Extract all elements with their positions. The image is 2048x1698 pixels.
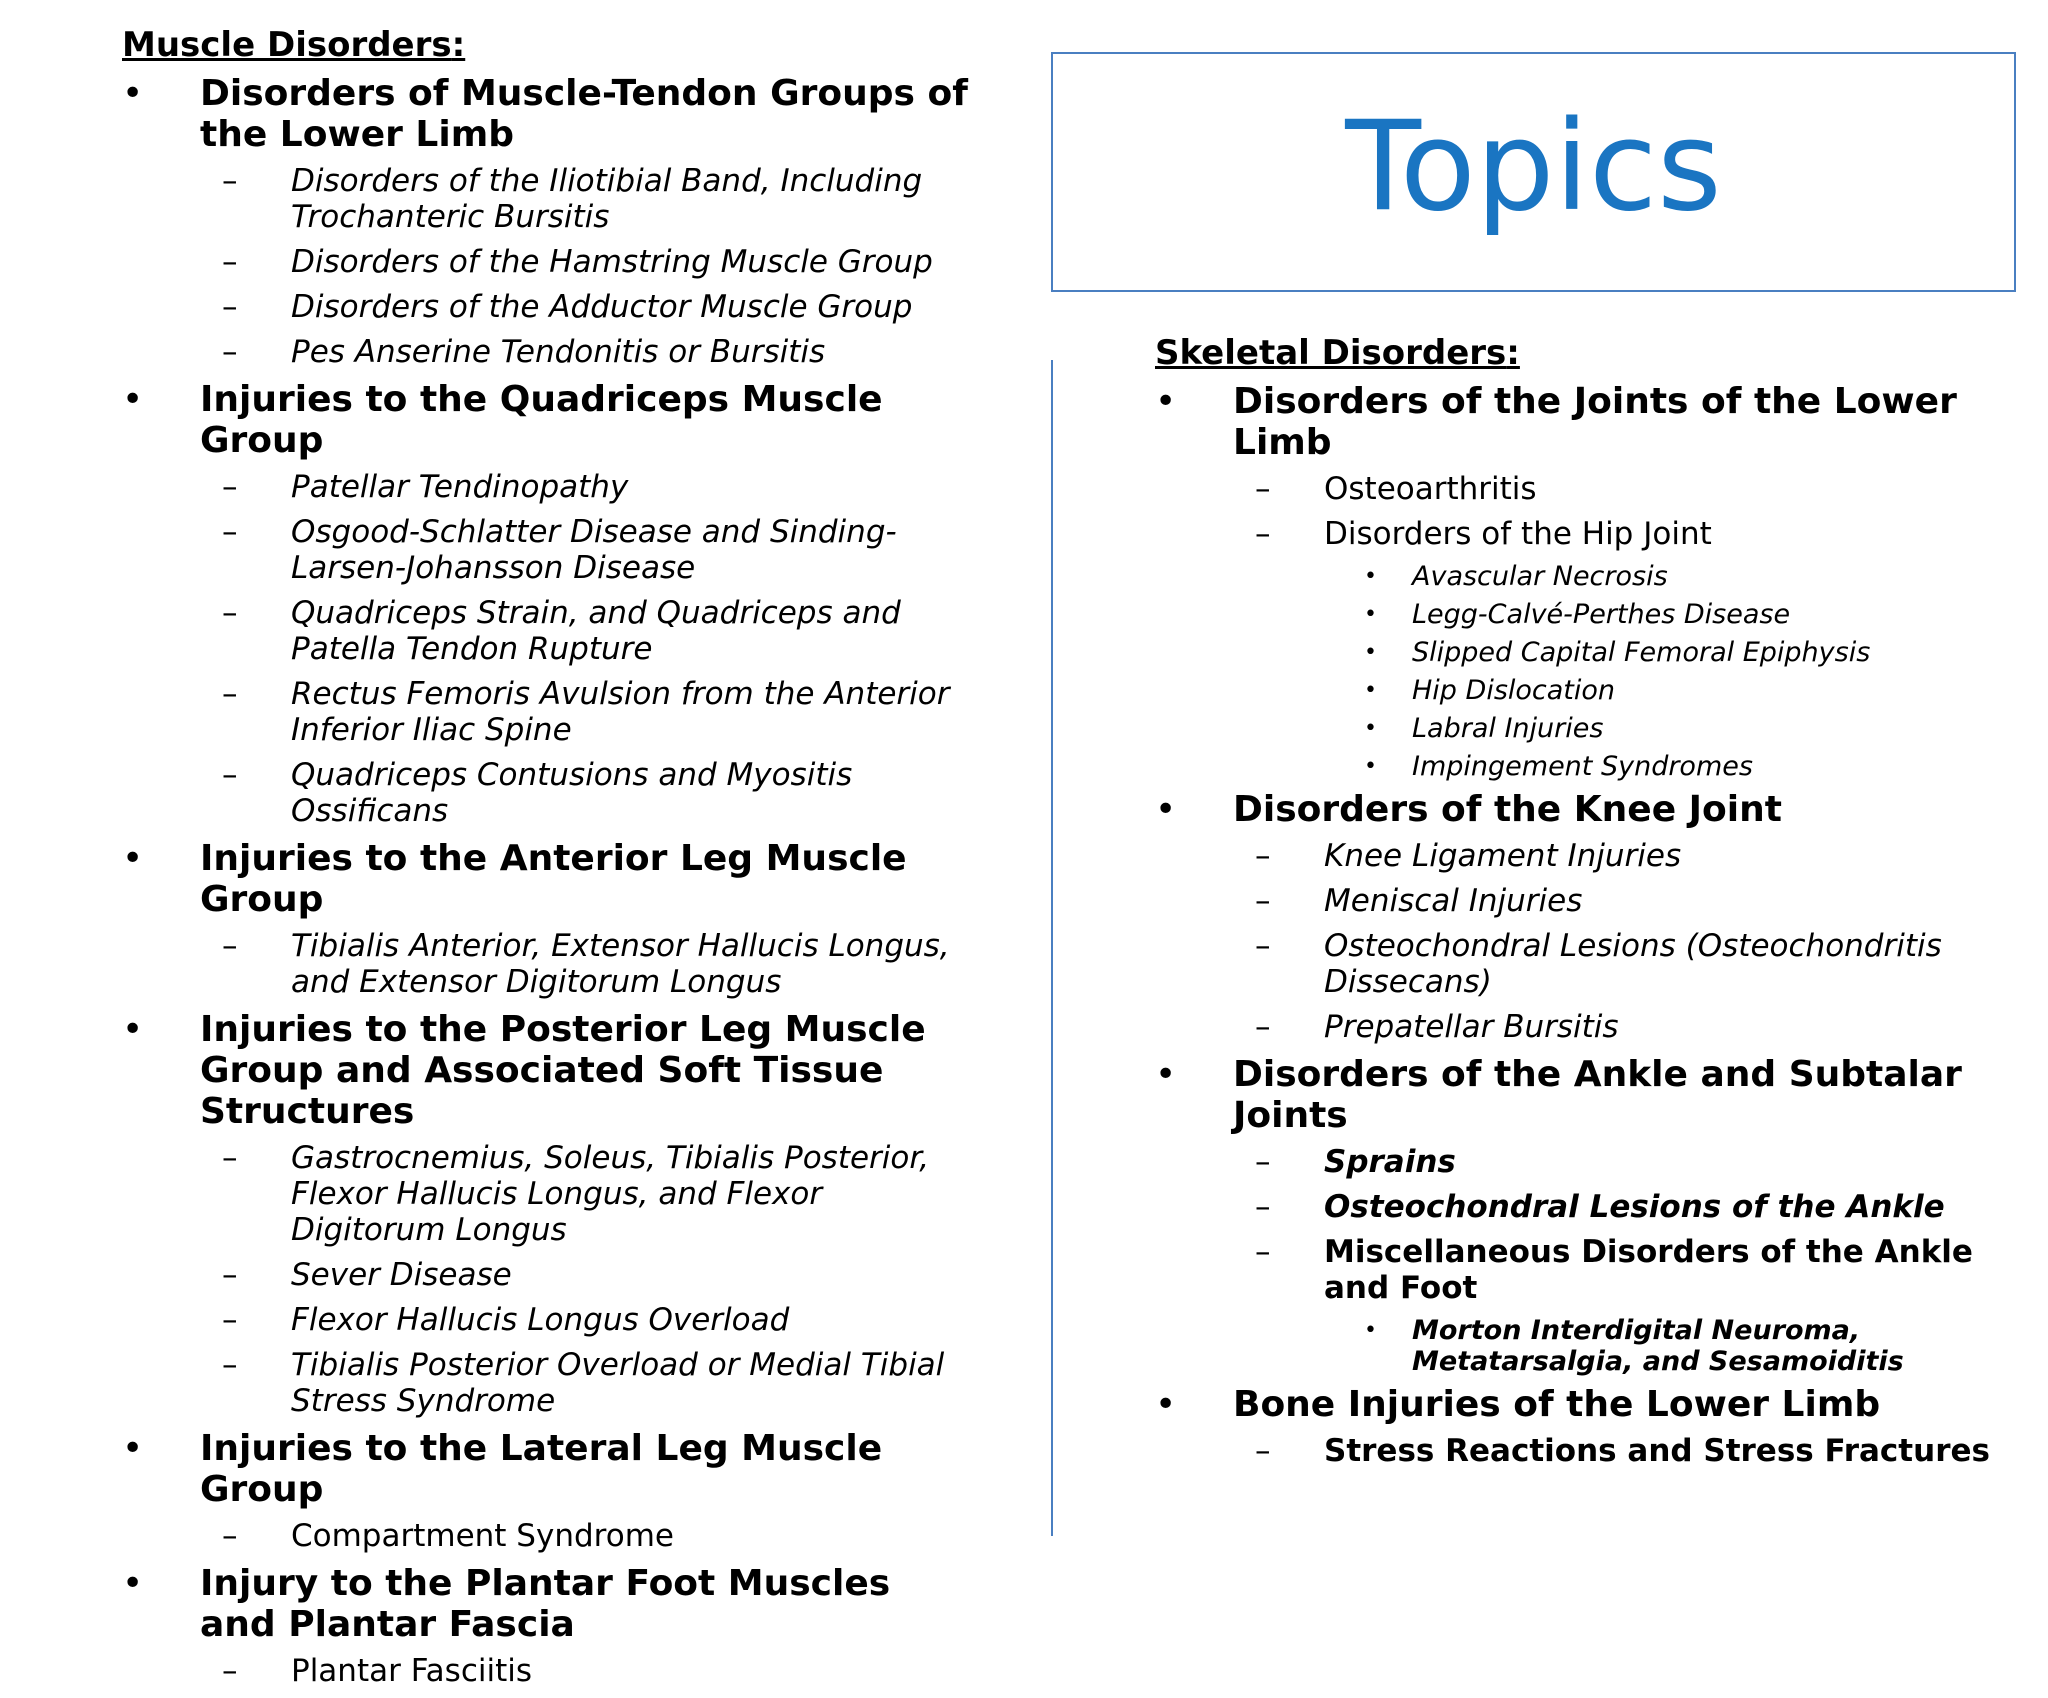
topic-group: • Disorders of the Joints of the Lower Limb (1155, 381, 1957, 463)
subtopic: – Meniscal Injuries (1255, 883, 1583, 919)
title-box (1051, 52, 2016, 292)
topic-group-label: Injury to the Plantar Foot Muscles and Plantar Fascia (200, 1563, 891, 1645)
sub-subtopic: • Avascular Necrosis (1364, 561, 1668, 592)
subtopic-text: Compartment Syndrome (291, 1518, 674, 1554)
topic-group-label: Disorders of the Ankle and Subtalar Joints (1233, 1054, 1962, 1136)
subtopic: – Sever Disease (222, 1257, 512, 1293)
subtopic-text: Flexor Hallucis Longus Overload (291, 1302, 790, 1338)
subtopic: – Miscellaneous Disorders of the Ankle and Foot (1255, 1234, 1973, 1306)
topic-group-label: Disorders of the Joints of the Lower Limb (1233, 381, 1957, 463)
topic-group: • Injury to the Plantar Foot Muscles and Plantar Fascia (122, 1563, 891, 1645)
column-divider (1051, 360, 1053, 1536)
subtopic: – Flexor Hallucis Longus Overload (222, 1302, 790, 1338)
subtopic: – Prepatellar Bursitis (1255, 1009, 1619, 1045)
topic-group-label: Injuries to the Quadriceps Muscle Group (200, 379, 883, 461)
subtopic: – Plantar Fasciitis (222, 1653, 533, 1689)
sub-subtopic-text: Legg-Calvé-Perthes Disease (1412, 599, 1791, 630)
subtopic-text: Sever Disease (291, 1257, 512, 1293)
subtopic: – Quadriceps Strain, and Quadriceps and Patella Tendon Rupture (222, 595, 901, 667)
topic-group-label: Injuries to the Lateral Leg Muscle Group (200, 1428, 883, 1510)
sub-subtopic-text: Slipped Capital Femoral Epiphysis (1412, 637, 1871, 668)
subtopic-text: Patellar Tendinopathy (291, 469, 629, 505)
topic-group-label: Bone Injuries of the Lower Limb (1233, 1384, 1881, 1425)
subtopic: – Patellar Tendinopathy (222, 469, 629, 505)
subtopic: – Quadriceps Contusions and Myositis Ossificans (222, 757, 853, 829)
subtopic-text: Tibialis Anterior, Extensor Hallucis Longus, and Extensor Digitorum Longus (291, 928, 950, 1000)
subtopic: – Pes Anserine Tendonitis or Bursitis (222, 334, 826, 370)
section-heading: Muscle Disorders: (122, 25, 466, 65)
subtopic-text: Miscellaneous Disorders of the Ankle and Foot (1324, 1234, 1973, 1306)
topic-group: • Bone Injuries of the Lower Limb (1155, 1384, 1881, 1425)
subtopic: – Osteoarthritis (1255, 471, 1537, 507)
subtopic: – Tibialis Anterior, Extensor Hallucis Longus, and Extensor Digitorum Longus (222, 928, 950, 1000)
subtopic-text: Osgood-Schlatter Disease and Sinding-Larsen-Johansson Disease (291, 514, 897, 586)
section-heading-text: Muscle Disorders (122, 25, 452, 65)
subtopic: – Stress Reactions and Stress Fractures (1255, 1433, 1990, 1469)
topic-group-label: Disorders of the Knee Joint (1233, 789, 1782, 830)
subtopic-text: Disorders of the Hamstring Muscle Group (291, 244, 933, 280)
subtopic: – Osteochondral Lesions of the Ankle (1255, 1189, 1945, 1225)
subtopic-text: Plantar Fasciitis (291, 1653, 533, 1689)
subtopic: – Rectus Femoris Avulsion from the Anterior Inferior Iliac Spine (222, 676, 950, 748)
subtopic-text: Sprains (1324, 1144, 1456, 1180)
topic-group: • Injuries to the Anterior Leg Muscle Group (122, 838, 907, 920)
sub-subtopic-text: Morton Interdigital Neuroma, Metatarsalgia, and Sesamoiditis (1412, 1315, 1904, 1377)
sub-subtopic: • Legg-Calvé-Perthes Disease (1364, 599, 1791, 630)
sub-subtopic: • Hip Dislocation (1364, 675, 1616, 706)
bullet: • (122, 73, 144, 114)
subtopic: – Disorders of the Iliotibial Band, Including Trochanteric Bursitis (222, 163, 923, 235)
sub-subtopic-text: Avascular Necrosis (1412, 561, 1668, 592)
topic-group: • Disorders of the Ankle and Subtalar Joints (1155, 1054, 1962, 1136)
subtopic-text: Prepatellar Bursitis (1324, 1009, 1619, 1045)
subtopic-text: Quadriceps Strain, and Quadriceps and Patella Tendon Rupture (291, 595, 901, 667)
subtopic: – Disorders of the Hip Joint (1255, 516, 1712, 552)
sub-subtopic: • Impingement Syndromes (1364, 751, 1753, 782)
skeletal-disorders-column (1155, 330, 2035, 1478)
subtopic: – Knee Ligament Injuries (1255, 838, 1682, 874)
subtopic: – Gastrocnemius, Soleus, Tibialis Posterior, Flexor Hallucis Longus, and Flexor Digitorum Longus (222, 1140, 930, 1248)
muscle-disorders-column (122, 22, 972, 1698)
subtopic: – Osgood-Schlatter Disease and Sinding-Larsen-Johansson Disease (222, 514, 897, 586)
sub-subtopic: • Morton Interdigital Neuroma, Metatarsalgia, and Sesamoiditis (1364, 1315, 1904, 1377)
sub-subtopic-text: Labral Injuries (1412, 713, 1604, 744)
subtopic-text: Rectus Femoris Avulsion from the Anterior Inferior Iliac Spine (291, 676, 950, 748)
sub-subtopic-text: Hip Dislocation (1412, 675, 1616, 706)
subtopic-text: Gastrocnemius, Soleus, Tibialis Posterior, Flexor Hallucis Longus, and Flexor Digitorum Longus (291, 1140, 930, 1248)
topic-group-label: Injuries to the Posterior Leg Muscle Group and Associated Soft Tissue Structures (200, 1009, 926, 1132)
topic-group-label: Disorders of Muscle-Tendon Groups of the Lower Limb (200, 73, 968, 155)
topic-group: • Disorders of the Knee Joint (1155, 789, 1782, 830)
subtopic-text: Disorders of the Adductor Muscle Group (291, 289, 913, 325)
topic-group-label: Injuries to the Anterior Leg Muscle Group (200, 838, 907, 920)
topic-group: • Injuries to the Quadriceps Muscle Group (122, 379, 883, 461)
section-heading: Skeletal Disorders: (1155, 333, 1520, 373)
subtopic-text: Stress Reactions and Stress Fractures (1324, 1433, 1990, 1469)
subtopic: – Disorders of the Hamstring Muscle Group (222, 244, 933, 280)
subtopic: – Osteochondral Lesions (Osteochondritis Dissecans) (1255, 928, 1942, 1000)
subtopic-text: Osteochondral Lesions (Osteochondritis Dissecans) (1324, 928, 1942, 1000)
subtopic-text: Tibialis Posterior Overload or Medial Tibial Stress Syndrome (291, 1347, 945, 1419)
slide-title: Topics (1345, 95, 1722, 239)
topic-group: • Injuries to the Posterior Leg Muscle Group and Associated Soft Tissue Structures (122, 1009, 926, 1132)
subtopic: – Compartment Syndrome (222, 1518, 674, 1554)
topic-group (122, 73, 972, 155)
subtopic-text: Disorders of the Iliotibial Band, Including Trochanteric Bursitis (291, 163, 923, 235)
sub-subtopic: • Labral Injuries (1364, 713, 1604, 744)
topic-group: • Injuries to the Lateral Leg Muscle Group (122, 1428, 883, 1510)
subtopic-text: Pes Anserine Tendonitis or Bursitis (291, 334, 826, 370)
sub-subtopic-text: Impingement Syndromes (1412, 751, 1753, 782)
sub-subtopic: • Slipped Capital Femoral Epiphysis (1364, 637, 1871, 668)
subtopic-text: Disorders of the Hip Joint (1324, 516, 1712, 552)
subtopic-text: Knee Ligament Injuries (1324, 838, 1682, 874)
section-heading-text: Skeletal Disorders (1155, 333, 1507, 373)
subtopic-text: Osteoarthritis (1324, 471, 1537, 507)
subtopic: – Disorders of the Adductor Muscle Group (222, 289, 913, 325)
subtopic-text: Osteochondral Lesions of the Ankle (1324, 1189, 1945, 1225)
subtopic: – Tibialis Posterior Overload or Medial Tibial Stress Syndrome (222, 1347, 945, 1419)
subtopic-text: Meniscal Injuries (1324, 883, 1583, 919)
subtopic: – Sprains (1255, 1144, 1456, 1180)
subtopic-text: Quadriceps Contusions and Myositis Ossificans (291, 757, 853, 829)
